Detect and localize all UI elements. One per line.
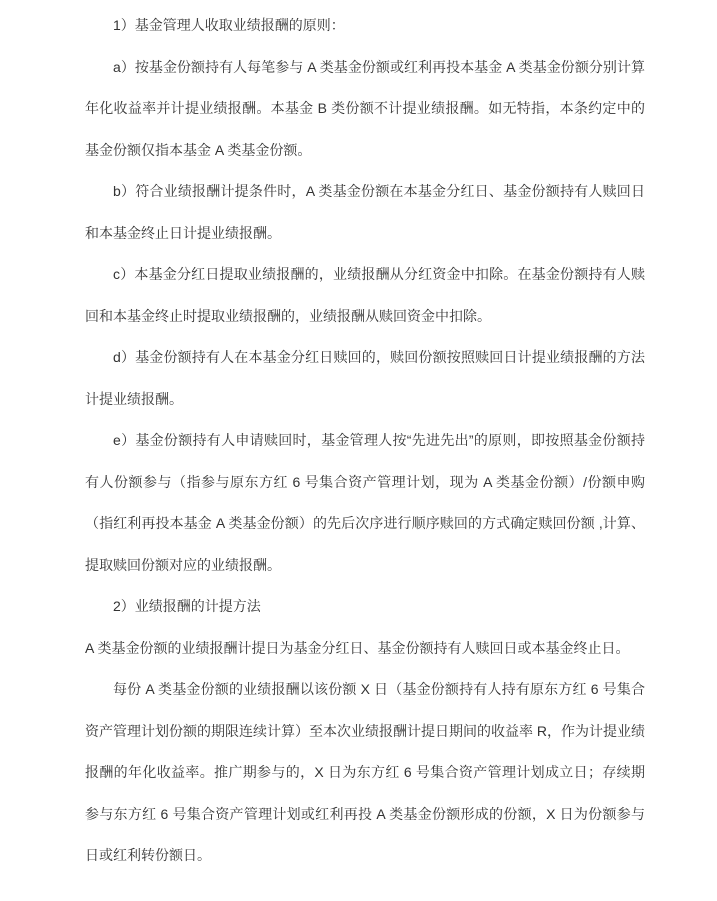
paragraph-accrual-calculation: 每份 A 类基金份额的业绩报酬以该份额 X 日（基金份额持有人持有原东方红 6 号集合资产管理计划份额的期限连续计算）至本次业绩报酬计提日期间的收益率 R，作为计提业绩报酬的年化收益率。推广期参与的，X 日为东方红 6 号集合资产管理计划成立日；存续期参与东方红 6 号集合资产管理计划或红利再投 A 类基金份额形成的份额，X 日为份额参与日或红利转份额日。 <box>85 681 645 863</box>
paragraph-b-accrual-conditions: b）符合业绩报酬计提条件时，A 类基金份额在本基金分红日、基金份额持有人赎回日和本基金终止日计提业绩报酬。 <box>85 183 645 241</box>
paragraph-d-dividend-day-redemption: d）基金份额持有人在本基金分红日赎回的，赎回份额按照赎回日计提业绩报酬的方法计提业绩报酬。 <box>85 349 645 407</box>
paragraph-a-annualized-return-calc: a）按基金份额持有人每笔参与 A 类基金份额或红利再投本基金 A 类基金份额分别计算年化收益率并计提业绩报酬。本基金 B 类份额不计提业绩报酬。如无特指，本条约定中的基金份额仅指本基金 A 类基金份额。 <box>85 58 645 158</box>
paragraph-e-first-in-first-out: e）基金份额持有人申请赎回时，基金管理人按“先进先出”的原则，即按照基金份额持有人份额参与（指参与原东方红 6 号集合资产管理计划，现为 A 类基金份额）/份额申购（指红利再投本基金 A 类基金份额）的先后次序进行顺序赎回的方式确定赎回份额 ,计算、提取赎回份额对应的业绩报酬。 <box>85 432 645 573</box>
paragraph-accrual-dates: A 类基金份额的业绩报酬计提日为基金分红日、基金份额持有人赎回日或本基金终止日。 <box>85 639 630 656</box>
paragraph-2-accrual-method-heading: 2）业绩报酬的计提方法 <box>113 598 261 614</box>
paragraph-1-fee-principles-heading: 1）基金管理人收取业绩报酬的原则： <box>113 17 345 33</box>
paragraph-c-fee-deduction: c）本基金分红日提取业绩报酬的，业绩报酬从分红资金中扣除。在基金份额持有人赎回和本基金终止时提取业绩报酬的，业绩报酬从赎回资金中扣除。 <box>85 266 645 324</box>
